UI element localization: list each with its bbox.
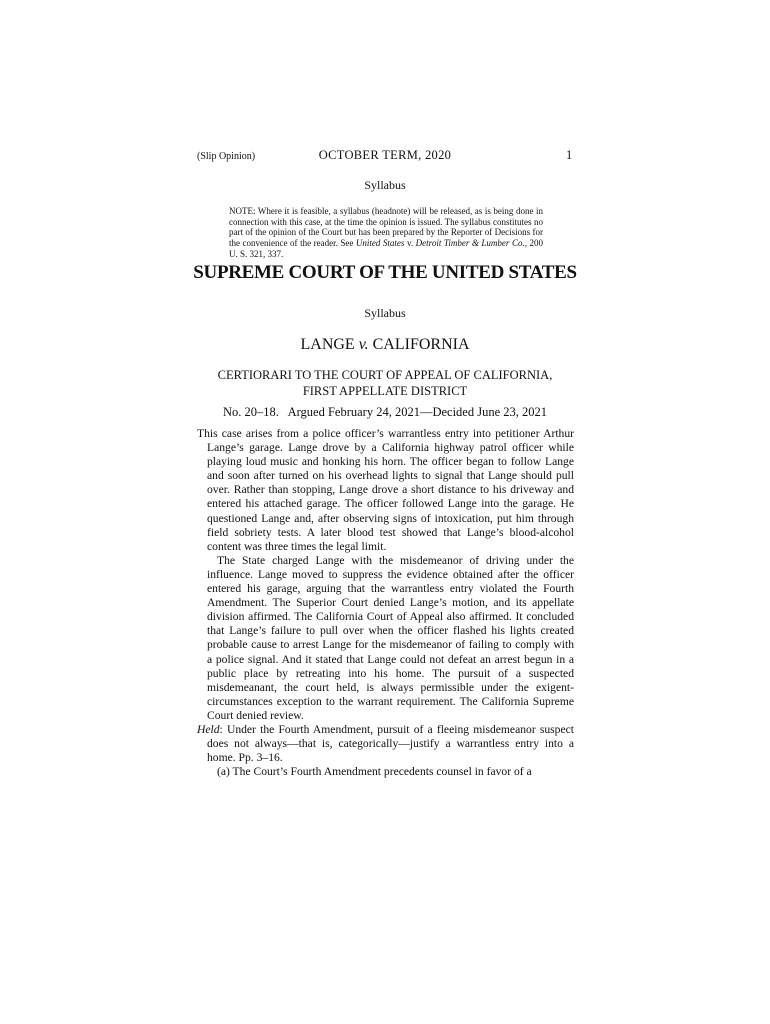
syllabus-label: Syllabus xyxy=(364,306,406,320)
slip-opinion-label: (Slip Opinion) xyxy=(197,151,256,162)
court-name: SUPREME COURT OF THE UNITED STATES xyxy=(193,262,577,283)
case-respondent: CALIFORNIA xyxy=(372,336,470,353)
note-citation-party-2: Detroit Timber & Lumber Co. xyxy=(415,238,525,249)
case-versus: v. xyxy=(358,336,369,353)
body-paragraph-a: (a) The Court’s Fourth Amendment precedents counsel in favor of a xyxy=(217,765,532,779)
note-citation-reporter: , 200 U. S. 321, 337. xyxy=(229,238,544,259)
held-label: Held xyxy=(197,722,220,736)
body-paragraph-facts: This case arises from a police officer’s warrantless entry into petitioner Arthur Lange’s garage. Lange drove by a California highway patrol officer while playing loud music and honking his horn. The officer began to follow Lange and soon after turned on his overhead lights to signal that Lange should pull over. Rather than stopping, Lange drove a short distance to his driveway and entered his attached garage. The officer followed Lange into the garage. He questioned Lange and, after observing signs of intoxication, put him through field sobriety tests. A later blood test showed that Lange’s blood-alcohol content was three times the legal limit. xyxy=(197,427,574,553)
docket-line: No. 20–18. Argued February 24, 2021—Decided June 23, 2021 xyxy=(222,405,548,419)
note-citation-party-1: United States xyxy=(355,238,405,249)
certiorari-heading xyxy=(0,368,770,399)
page-number: 1 xyxy=(566,148,573,162)
headnote-note xyxy=(229,206,543,260)
syllabus-label-top: Syllabus xyxy=(364,178,406,192)
body-paragraph-procedure: The State charged Lange with the misdemeanor of driving under the influence. Lange moved to suppress the evidence obtained after the officer entered his garage, arguing that the warrantless entry violated the Fourth Amendment. The Superior Court denied Lange’s motion, and its appellate division affirmed. The California Court of Appeal also affirmed. It concluded that Lange’s failure to pull over when the officer flashed his lights created probable cause to arrest Lange for the misdemeanor of failing to comply with a police signal. And it stated that Lange could not defeat an arrest begun in a public place by retreating into his home. The pursuit of a suspected misdemeanant, the court held, is always permissible under the exigent-circumstances exception to the warrant requirement. The California Supreme Court denied review. xyxy=(207,553,574,722)
syllabus-body xyxy=(197,427,574,779)
certiorari-line-1: CERTIORARI TO THE COURT OF APPEAL OF CALIFORNIA, xyxy=(217,368,553,382)
note-text: NOTE: Where it is feasible, a syllabus (headnote) will be released, as is being done in connection with this case, at the time the opinion is issued. The syllabus constitutes no part of the opinion of the Court but has been prepared by the Reporter of Decisions for the convenience of the reader. See xyxy=(229,206,543,249)
case-petitioner: LANGE xyxy=(300,336,355,353)
held-text: : Under the Fourth Amendment, pursuit of a fleeing misdemeanor suspect does not always—that is, categorically—justify a warrantless entry into a home. Pp. 3–16. xyxy=(207,722,574,765)
body-paragraph-held xyxy=(197,723,574,765)
certiorari-line-2: FIRST APPELLATE DISTRICT xyxy=(302,383,468,398)
note-citation-versus: v. xyxy=(404,238,416,249)
case-title xyxy=(0,336,770,354)
term-heading: OCTOBER TERM, 2020 xyxy=(318,148,452,162)
